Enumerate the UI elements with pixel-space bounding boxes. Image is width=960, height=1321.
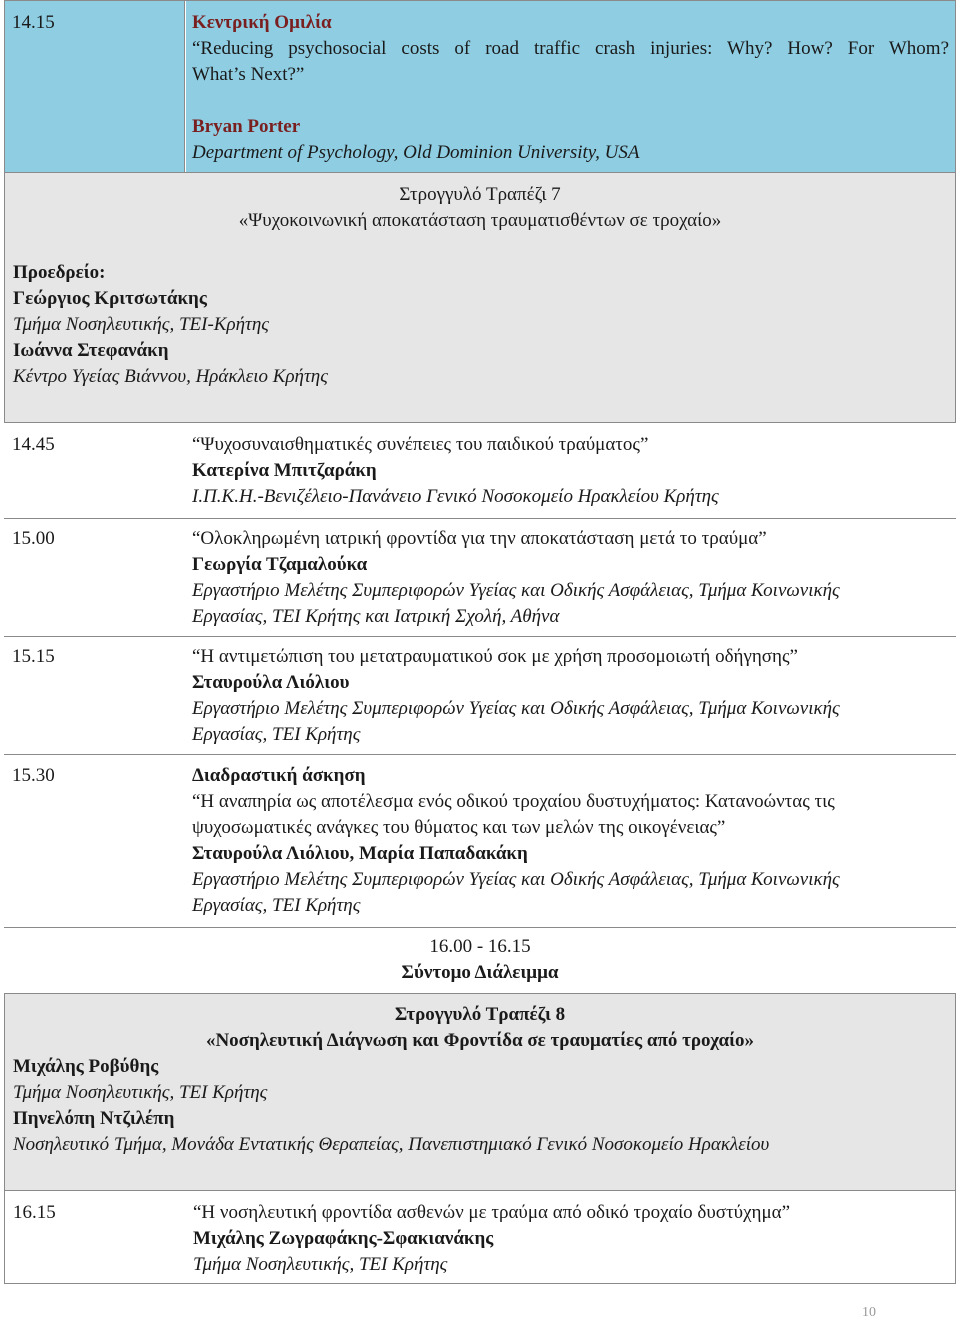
session-affiliation: Εργασίας, ΤΕΙ Κρήτης και Ιατρική Σχολή, Αθήνα xyxy=(192,606,560,627)
keynote-title-line1: “Reducing psychosocial costs of road traffic crash injuries: Why? How? For Whom? xyxy=(192,38,949,59)
keynote-row xyxy=(4,0,956,173)
keynote-time-cell xyxy=(5,1,185,172)
session-time: 15.00 xyxy=(12,528,55,549)
session-title: “Η αντιμετώπιση του μετατραυματικού σοκ με χρήση προσομοιωτή οδήγησης” xyxy=(192,646,798,667)
keynote-detail-cell xyxy=(186,1,955,172)
session-speaker: Κατερίνα Μπιτζαράκη xyxy=(192,460,377,481)
chair-affiliation: Τμήμα Νοσηλευτικής, ΤΕΙ-Κρήτης xyxy=(13,314,269,335)
divider xyxy=(4,927,956,928)
chair-name: Πηνελόπη Ντζιλέπη xyxy=(13,1108,175,1129)
round-table-7-header xyxy=(4,173,956,423)
chair-affiliation: Κέντρο Υγείας Βιάννου, Ηράκλειο Κρήτης xyxy=(13,366,328,387)
keynote-affiliation: Department of Psychology, Old Dominion University, USA xyxy=(192,142,640,163)
session-speaker: Σταυρούλα Λιόλιου, Μαρία Παπαδακάκη xyxy=(192,843,528,864)
chair-affiliation: Τμήμα Νοσηλευτικής, ΤΕΙ Κρήτης xyxy=(13,1082,268,1103)
keynote-title-line2: What’s Next?” xyxy=(192,64,305,85)
session-title: “Η αναπηρία ως αποτέλεσμα ενός οδικού τροχαίου δυστυχήματος: Κατανοώντας τις xyxy=(192,791,835,812)
session-label: Διαδραστική άσκηση xyxy=(192,765,366,786)
page-number: 10 xyxy=(862,1305,876,1320)
session-time: 15.30 xyxy=(12,765,55,786)
session-speaker: Γεωργία Τζαμαλούκα xyxy=(192,554,368,575)
session-affiliation: Εργαστήριο Μελέτης Συμπεριφορών Υγείας και Οδικής Ασφάλειας, Τμήμα Κοινωνικής xyxy=(192,698,840,719)
round-table-8-heading: Στρογγυλό Τραπέζι 8 xyxy=(394,1004,566,1025)
session-affiliation: Εργασίας, ΤΕΙ Κρήτης xyxy=(192,724,361,745)
sessions-7-block xyxy=(4,423,956,928)
chair-affiliation: Νοσηλευτικό Τμήμα, Μονάδα Εντατικής Θεραπείας, Πανεπιστημιακό Γενικό Νοσοκομείο Ηρακλείου xyxy=(13,1134,770,1155)
divider xyxy=(4,636,956,637)
keynote-time: 14.15 xyxy=(12,12,55,33)
chair-name: Ιωάννα Στεφανάκη xyxy=(13,340,169,361)
break-time: 16.00 - 16.15 xyxy=(429,936,531,957)
chair-name: Μιχάλης Ροβύθης xyxy=(13,1056,159,1077)
break-block xyxy=(4,934,956,988)
session-affiliation: Εργαστήριο Μελέτης Συμπεριφορών Υγείας και Οδικής Ασφάλειας, Τμήμα Κοινωνικής xyxy=(192,580,840,601)
session-speaker: Μιχάλης Ζωγραφάκης-Σφακιανάκης xyxy=(193,1228,494,1249)
divider xyxy=(4,754,956,755)
presidium-label: Προεδρείο: xyxy=(13,262,106,283)
round-table-8-title: «Νοσηλευτική Διάγνωση και Φροντίδα σε τραυματίες από τροχαίο» xyxy=(205,1030,755,1051)
round-table-8-header xyxy=(4,993,956,1191)
session-time: 14.45 xyxy=(12,434,55,455)
session-time: 16.15 xyxy=(13,1202,56,1223)
session-affiliation: Εργαστήριο Μελέτης Συμπεριφορών Υγείας και Οδικής Ασφάλειας, Τμήμα Κοινωνικής xyxy=(192,869,840,890)
session-title: “Ψυχοσυναισθηματικές συνέπειες του παιδικού τραύματος” xyxy=(192,434,649,455)
session-title: “Η νοσηλευτική φροντίδα ασθενών με τραύμα από οδικό τροχαίο δυστύχημα” xyxy=(193,1202,791,1223)
sessions-8-block xyxy=(4,1191,956,1284)
break-label: Σύντομο Διάλειμμα xyxy=(401,962,559,983)
session-title: “Ολοκληρωμένη ιατρική φροντίδα για την αποκατάσταση μετά το τραύμα” xyxy=(192,528,767,549)
round-table-7-heading: Στρογγυλό Τραπέζι 7 xyxy=(399,184,561,205)
round-table-7-title: «Ψυχοκοινωνική αποκατάσταση τραυματισθέντων σε τροχαίο» xyxy=(238,210,722,231)
session-time: 15.15 xyxy=(12,646,55,667)
keynote-label: Κεντρική Ομιλία xyxy=(192,12,332,33)
session-title: ψυχοσωματικές ανάγκες του θύματος και των μελών της οικογένειας” xyxy=(192,817,726,838)
divider xyxy=(4,518,956,519)
session-affiliation: Εργασίας, ΤΕΙ Κρήτης xyxy=(192,895,361,916)
session-affiliation: Τμήμα Νοσηλευτικής, ΤΕΙ Κρήτης xyxy=(193,1254,448,1275)
session-speaker: Σταυρούλα Λιόλιου xyxy=(192,672,350,693)
chair-name: Γεώργιος Κριτσωτάκης xyxy=(13,288,207,309)
keynote-speaker: Bryan Porter xyxy=(192,116,301,137)
session-affiliation: Ι.Π.Κ.Η.-Βενιζέλειο-Πανάνειο Γενικό Νοσοκομείο Ηρακλείου Κρήτης xyxy=(192,486,719,507)
